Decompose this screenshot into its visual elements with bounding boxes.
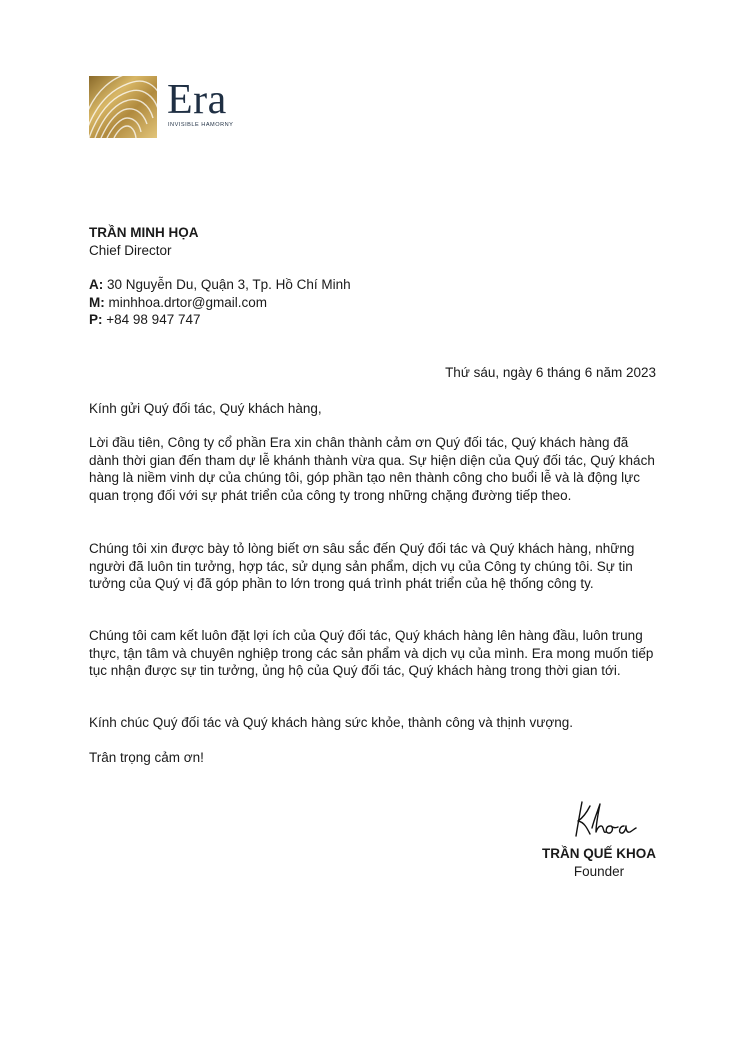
address-label: A: — [89, 277, 104, 292]
phone-value: +84 98 947 747 — [106, 312, 201, 327]
body-paragraph: Chúng tôi cam kết luôn đặt lợi ích của Quý đối tác, Quý khách hàng lên hàng đầu, luôn trung thực, tận tâm và chuyên nghiệp trong các sản phẩm và dịch vụ của mình. Era mong muốn tiếp tục nhận được sự tin tưởng, ủng hộ của Quý đối tác, Quý khách hàng trong thời gian tới. — [89, 628, 654, 678]
sender-contacts — [89, 276, 351, 329]
phone-label: P: — [89, 312, 103, 327]
signer-title: Founder — [573, 863, 625, 879]
signer-name: TRẦN QUẾ KHOA — [542, 846, 656, 861]
logo-tagline: INVISIBLE HAMORNY — [168, 122, 234, 128]
email-value: minhhoa.drtor@gmail.com — [108, 294, 268, 310]
phone-line — [89, 311, 351, 329]
sender-name: TRẦN MINH HỌA — [89, 225, 199, 240]
company-logo — [89, 76, 233, 138]
body-paragraph: Lời đầu tiên, Công ty cổ phần Era xin chân thành cảm ơn Quý đối tác, Quý khách hàng đã dành thời gian đến tham dự lễ khánh thành vừa qua. Sự hiện diện của Quý đối tác, Quý khách hàng là niềm vinh dự của chúng tôi, góp phần tạo nên thành công cho buổi lễ và là động lực quan trọng đối với sự phát triển của công ty trong những chặng đường tiếp theo. — [89, 435, 655, 503]
letter-date: Thứ sáu, ngày 6 tháng 6 năm 2023 — [445, 365, 656, 380]
handwritten-signature — [560, 798, 640, 840]
address-value: 30 Nguyễn Du, Quận 3, Tp. Hồ Chí Minh — [107, 277, 351, 292]
sender-title: Chief Director — [89, 242, 172, 258]
signer-block — [542, 845, 656, 880]
logo-wordmark: Era — [167, 77, 227, 123]
email-label: M: — [89, 294, 105, 310]
closing-thanks: Trân trọng cảm ơn! — [89, 750, 204, 765]
sender-block — [89, 224, 351, 329]
wood-grain-logo-icon — [89, 76, 157, 138]
salutation: Kính gửi Quý đối tác, Quý khách hàng, — [89, 401, 322, 416]
email-line — [89, 294, 351, 312]
body-paragraph: Chúng tôi xin được bày tỏ lòng biết ơn sâu sắc đến Quý đối tác và Quý khách hàng, những người đã luôn tin tưởng, hợp tác, sử dụng sản phẩm, dịch vụ của Công ty chúng tôi. Sự tin tưởng của Quý vị đã góp phần to lớn trong quá trình phát triển của hệ thống công ty. — [89, 541, 635, 591]
address-line — [89, 276, 351, 294]
closing-wish: Kính chúc Quý đối tác và Quý khách hàng sức khỏe, thành công và thịnh vượng. — [89, 715, 573, 730]
